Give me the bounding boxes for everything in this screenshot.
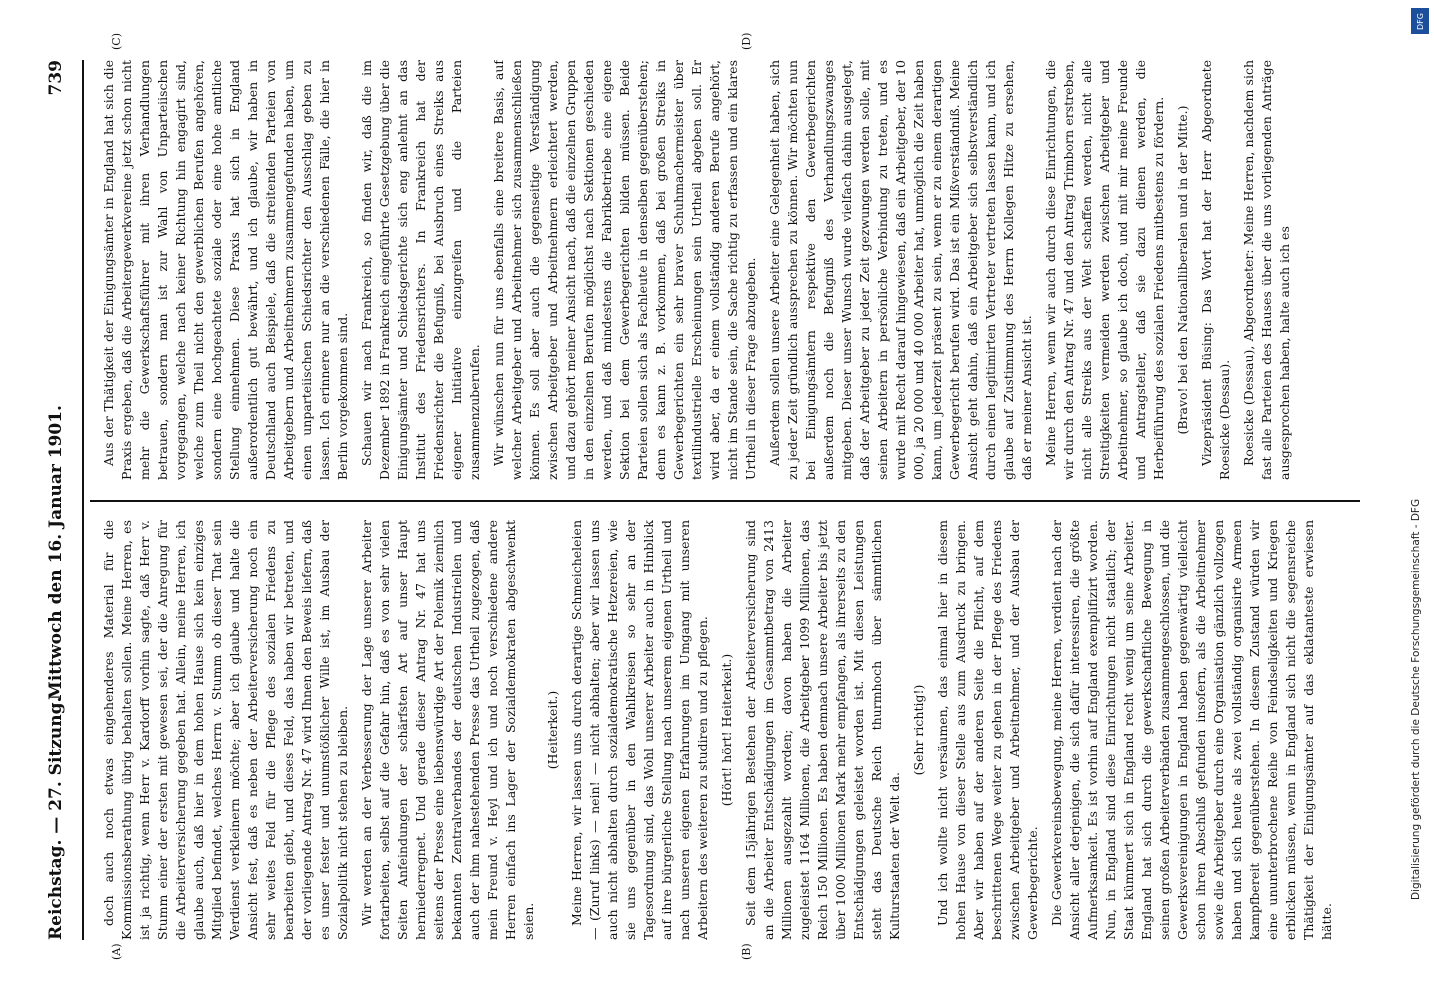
interjection: (Sehr richtig!) [911, 684, 926, 776]
marker-d: (D) [740, 32, 753, 50]
column-divider [90, 500, 1360, 502]
right-column [100, 60, 1340, 480]
marker-c: (C) [110, 33, 123, 50]
funding-note: Digitalisierung gefördert durch die Deutsche Forschungsgemeinschaft - DFG [1410, 498, 1422, 900]
interjection: (Bravo! bei den Nationalliberalen und in der Mitte.) [1175, 105, 1190, 435]
paragraph: Aus der Thätigkeit der Einigungsämter in England hat sich die Praxis ergeben, daß die Arbeitergewerkvereine jetzt schon nicht mehr die Gewerkschaftsführer mit ihren Verhandlungen betrauen, sondern man ist zur Wahl von Unparteiischen vorgegangen, welche nach keiner Richtung hin engagirt sind, welche zum Theil nicht den gewerblichen Berufen angehören, sondern eine hochgeachtete soziale oder eine hohe amtliche Stellung einnehmen. Diese Praxis hat sich in England außerordentlich gut bewährt, und ich glaube, wir haben in Deutschland auch Beispiele, daß die streitenden Parteien von Arbeitgebern und Arbeitnehmern zusammengefunden haben, um einen unparteiischen Schiedsrichter den Ausschlag geben zu lassen. Ich erinnere nur an die verschiedenen Fälle, die hier in Berlin vorgekommen sind. [101, 60, 350, 480]
interjection: (Hört! hört! Heiterkeit.) [719, 653, 734, 807]
page-number: 739 [46, 60, 66, 96]
header-left: Reichstag. — 27. Sitzung. [46, 696, 66, 940]
header-rule [82, 60, 84, 940]
paragraph: Seit dem 15jährigen Bestehen der Arbeiterversicherung sind an die Arbeiter Entschädigungen im Gesammtbetrag von 2413 Millionen ausgezahlt worden; davon haben die Arbeiter zugeleistet 1164 Millionen, die Arbeitgeber 1099 Millionen, das Reich 150 Millionen. Es haben demnach unsere Arbeiter bis jetzt über 1000 Millionen Mark mehr empfangen, als ihrerseits zu den Entschädigungen geleistet worden ist. Mit diesen Leistungen steht das Deutsche Reich thurmhoch über sämmtlichen Kulturstaaten der Welt da. [743, 520, 902, 940]
dfg-badge-label: DFG [1415, 12, 1425, 30]
interjection: (Heiterkeit.) [545, 690, 560, 770]
paragraph: Und ich wollte nicht versäumen, das einmal hier in diesem hohen Hause von dieser Stelle aus zum Ausdruck zu bringen. Aber wir haben auf der anderen Seite die Pflicht, auf dem beschrittenen Wege weiter zu gehen in der Pflege des Friedens zwischen Arbeitgeber und Arbeitnehmer, und der Ausbau der Gewerbegerichte. [935, 520, 1040, 940]
paragraph: Die Gewerkvereinsbewegung, meine Herren, verdient nach der Ansicht aller derjenigen, die sich dafür interessiren, die größte Aufmerksamkeit. Es ist vorhin auf England exemplifizirt worden. Nun, in England sind diese Einrichtungen nicht staatlich; der Staat kümmert sich in England recht wenig um seine Arbeiter. England hat sich durch die gewerkschaftliche Bewegung in seinen großen Arbeiterverbänden zusammengeschlossen, und die Gewerksvereinigungen in England haben gegenwärtig vielleicht schon ihren Abschluß gefunden insofern, als die Arbeitnehmer sowie die Arbeitgeber durch eine Organisation gänzlich vollzogen haben und sich heute als zwei vollständig organisirte Armeen kampfbereit gegenüberstehen. In diesem Zustand würden wir eine ununterbrochene Reihe von Feindseligkeiten und Kriegen erblicken müssen, wenn in England sich nicht die segensreiche Thätigkeit der Einigungsämter auf das eklatanteste erwiesen hätte. [1049, 520, 1334, 940]
marker-b: (B) [740, 943, 753, 960]
paragraph: Vizepräsident Büsing: Das Wort hat der Herr Abgeordnete Roesicke (Dessau). [1199, 60, 1232, 480]
funding-sidebar [1410, 40, 1430, 900]
marker-a: (A) [110, 943, 123, 960]
paragraph: Meine Herren, wir lassen uns durch derartige Schmeicheleien — (Zuruf links) — nein! — nicht abhalten; aber wir lassen uns auch nicht abhalten durch sozialdemokratische Hetzereien, wie sie uns gegenüber in den Wahlkreisen so sehr an der Tagesordnung sind, das Wohl unserer Arbeiter auch in Hinblick auf ihre bürgerliche Stellung nach unserem eigenen Urtheil und nach unseren eigenen Erfahrungen im Umgang mit unseren Arbeitern des weiteren zu studiren und zu pflegen. [569, 520, 710, 940]
paragraph: Schauen wir nach Frankreich, so finden wir, daß die im Dezember 1892 in Frankreich eingeführte Gesetzgebung über die Einigungsämter und Schiedsgerichte sich eng anlehnt an das Institut des Friedensrichters. In Frankreich hat der Friedensrichter die Befugniß, bei Ausbruch eines Streiks aus eigener Initiative einzugreifen und die Parteien zusammenzuberufen. [359, 60, 482, 480]
left-column [100, 520, 1340, 940]
paragraph: Roesicke (Dessau), Abgeordneter: Meine Herren, nachdem sich fast alle Parteien des Hauses über die uns vorliegenden Anträge ausgesprochen haben, halte auch ich es [1241, 60, 1292, 480]
page-header [40, 60, 78, 940]
paragraph: Außerdem sollen unsere Arbeiter eine Gelegenheit haben, sich zu jeder Zeit gründlich aussprechen zu können. Wir möchten nun bei Einigungsämtern respektive den Gewerbegerichten außerdem noch die Befugniß des Verhandlungszwanges mitgeben. Dieser unser Wunsch wurde vielfach dahin ausgelegt, daß der Arbeitgeber zu jeder Zeit gezwungen werden solle, mit seinen Arbeitern in persönliche Verbindung zu treten, und es wurde mit Recht darauf hingewiesen, daß ein Arbeitgeber, der 10 000, ja 20 000 und 40 000 Arbeiter hat, unmöglich die Zeit haben kann, um jederzeit präsent zu sein, wenn er zu einem derartigen Gewerbegericht berufen wird. Das ist ein Mißverständniß. Meine Ansicht geht dahin, daß ein Arbeitgeber sich selbstverständlich durch einen legitimirten Vertreter vertreten lassen kann, und ich glaube auf Zustimmung des Herrn Kollegen Hitze zu ersehen, daß er meiner Ansicht ist. [767, 60, 1034, 480]
paragraph: Wir werden an der Verbesserung der Lage unserer Arbeiter fortarbeiten, selbst auf die Gefahr hin, daß es von sehr vielen Seiten Anfeindungen der schärfsten Art auf unser Haupt herniederregnet. Und gerade dieser Antrag Nr. 47 hat uns seitens der Presse eine liebenswürdige Art der Polemik ziemlich bekannten Zentralverbandes der deutschen Industriellen und auch der ihm nahestehenden Presse das Urtheil zugezogen, daß mein Freund v. Heyl und ich und noch verschiedene andere Herren einfach ins Lager der Sozialdemokraten abgeschwenkt seien. [359, 520, 536, 940]
paragraph: doch auch noch etwas eingehenderes Material für die Kommissionsberathung übrig behalten sollen. Meine Herren, es ist ja richtig, wenn Herr v. Kardorff vorhin sagte, daß Herr v. Stumm einer der ersten mit gewesen sei, der die Anregung für die Arbeiterversicherung gegeben hat. Allein, meine Herren, ich glaube auch, daß hier in dem hohen Hause sich kein einziges Mitglied befindet, welches Herrn v. Stumm ob dieser That sein Verdienst verkleinern möchte; aber ich glaube und halte die Ansicht fest, daß es neben der Arbeiterversicherung noch ein sehr weites Feld für die Pflege des sozialen Friedens zu bearbeiten giebt, und dieses Feld, das haben wir betreten, und der vorliegende Antrag Nr. 47 wird Ihnen den Beweis liefern, daß es unser fester und unumstößlicher Wille ist, im Ausbau der Sozialpolitik nicht stehen zu bleiben. [101, 520, 350, 940]
paragraph: Wir wünschen nun für uns ebenfalls eine breitere Basis, auf welcher Arbeitgeber und Arbeitnehmer sich zusammenschließen können. Es soll aber auch die gegenseitige Verständigung zwischen Arbeitgeber und Arbeitnehmern erleichtert werden, und dazu gehört meiner Ansicht nach, daß die einzelnen Gruppen in den einzelnen Berufen möglichst nach Sektionen geschieden werden, und daß mindestens die Fabrikbetriebe eine eigene Sektion bei dem Gewerbegerichten bilden müssen. Beide Parteien sollen sich als Fachleute in denselben gegenüberstehen; denn es kann z. B. vorkommen, daß bei großen Streiks in Gewerbegerichten ein sehr braver Schuhmachermeister über textilindustrielle Erscheinungen sein Urtheil abgeben soll. Er wird aber, da er einem vollständig anderen Berufe angehört, nicht im Stande sein, die Sache richtig zu erfassen und ein klares Urtheil in dieser Frage abzugeben. [491, 60, 758, 480]
dfg-logo-icon [1411, 8, 1429, 34]
paragraph: Meine Herren, wenn wir auch durch diese Einrichtungen, die wir durch den Antrag Nr. 47 und den Antrag Trimborn erstreben, nicht alle Streiks aus der Welt schaffen werden, nicht alle Streitigkeiten vermeiden werden zwischen Arbeitgeber und Arbeitnehmer, so glaube ich doch, und mit mir meine Freunde und Antragsteller, daß sie dazu dienen werden, die Herbeiführung des sozialen Friedens mitbestens zu fördern. [1043, 60, 1166, 480]
header-date: Mittwoch den 16. Januar 1901. [46, 405, 66, 700]
